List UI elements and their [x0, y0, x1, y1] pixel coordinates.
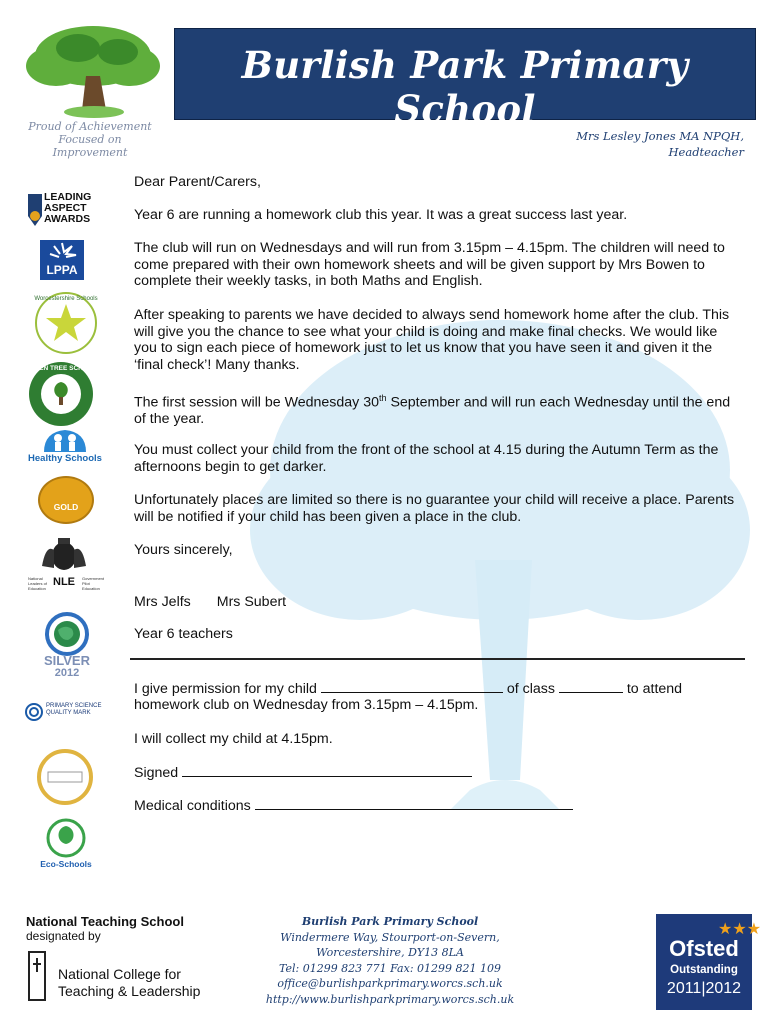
arts-council-badge — [30, 748, 100, 806]
award-shield-icon — [28, 194, 42, 226]
motto-line: Focused on — [58, 133, 122, 146]
permission-line-2: homework club on Wednesday from 3.15pm – 4.15pm. — [134, 697, 479, 713]
child-name-field[interactable] — [321, 680, 503, 693]
headteacher-title: Headteacher — [668, 145, 744, 159]
worcestershire-schools-badge — [26, 290, 106, 356]
class-field[interactable] — [559, 680, 623, 693]
headteacher-block — [450, 128, 744, 160]
letter-paragraph: The club will run on Wednesdays and will run from 3.15pm – 4.15pm. The children will need to come prepared with their own homework sheets and will be given support by Mrs Bowen to complete their weekly tasks, in both Maths and English. — [134, 240, 725, 289]
tear-off-divider — [130, 658, 745, 660]
motto-line: Proud of Achievement — [28, 120, 152, 133]
letter-salutation: Dear Parent/Carers, — [134, 174, 261, 190]
headteacher-quals: MA NPQH, — [679, 129, 744, 143]
signatory-name: Mrs Jelfs — [134, 594, 191, 610]
healthy-schools-people-icon — [28, 426, 102, 454]
royal-crest-icon — [28, 536, 100, 576]
medical-line: Medical conditions — [134, 797, 744, 815]
signatory-name: Mrs Subert — [216, 594, 287, 610]
signature-field[interactable] — [182, 764, 472, 777]
ofsted-stars-icon — [656, 918, 762, 938]
svg-text:★★★: ★★★ — [718, 919, 762, 938]
national-teaching-school-logo: National Teaching School designated by National College for Teaching & Leadership — [26, 914, 226, 944]
letter-paragraph: The first session will be Wednesday 30th September and will run each Wednesday until the end of the year. — [134, 393, 731, 428]
letter-paragraph: After speaking to parents we have decided to always send homework home after the club. This will give you the chance to see what your child is doing and make final checks. We would like you to sign each piece of homework just to let us know that you have seen it and given it the ‘final check’! Many thanks. — [134, 307, 730, 373]
crown-crest-icon — [26, 950, 48, 1002]
leading-aspect-awards-badge: LEADING ASPECT AWARDS — [26, 192, 106, 228]
letter-paragraph: You must collect your child from the front of the school at 4.15 during the Autumn Term as the afternoons begin to get darker. — [134, 442, 719, 475]
collect-statement: I will collect my child at 4.15pm. — [134, 731, 333, 747]
medical-conditions-field[interactable] — [255, 797, 573, 810]
ofsted-outstanding-logo: ★★★ Ofsted Outstanding 2011|2012 — [656, 914, 752, 1010]
arts-council-ring-icon — [30, 748, 100, 806]
permission-line: I give permission for my child of class to attend — [134, 681, 683, 697]
letter-paragraph: Unfortunately places are limited so there is no guarantee your child will receive a place. Parents will be notified if your child has been given a place in the club. — [134, 492, 735, 525]
gold-award-badge: GOLD — [38, 476, 94, 524]
school-motto — [20, 120, 160, 159]
green-tree-school-badge — [26, 360, 96, 428]
school-address: Burlish Park Primary School Windermere Way, Stourport-on-Severn, Worcestershire, DY13 8LA Tel: 01299 823 771 Fax: 01299 821 109 office@burlishparkprimary.worcs.sch.uk http://www.burlishparkprimary.worcs.sch.uk — [240, 914, 540, 1007]
motto-line: Improvement — [52, 146, 128, 159]
school-name-banner — [174, 28, 756, 131]
website-link[interactable]: http://www.burlishparkprimary.worcs.sch.uk — [265, 992, 515, 1006]
headteacher-name: Mrs Lesley Jones — [576, 129, 676, 143]
signature-line: Signed — [134, 764, 744, 782]
letter-paragraph: Year 6 are running a homework club this year. It was a great success last year. — [134, 207, 628, 223]
email-link[interactable]: office@burlishparkprimary.worcs.sch.uk — [277, 977, 503, 990]
signatories — [134, 594, 744, 611]
eco-schools-badge: Eco-Schools — [36, 818, 96, 874]
lppa-sparkle-icon — [40, 240, 84, 262]
nle-badge: National Leaders of Education NLE Government Pilot Education — [28, 536, 100, 606]
school-name-title: Burlish Park Primary School — [241, 43, 689, 131]
globe-icon — [32, 612, 102, 656]
svg-text:GREEN TREE SCHOOL: GREEN TREE SCHOOL — [25, 365, 97, 372]
healthy-schools-badge: Healthy Schools — [28, 426, 102, 466]
science-swirl-icon — [24, 698, 44, 726]
letter-closing: Yours sincerely, — [134, 542, 233, 558]
eco-schools-tree-icon — [36, 818, 96, 858]
svg-text:Worcestershire Schools: Worcestershire Schools — [34, 296, 98, 302]
signatory-role: Year 6 teachers — [134, 626, 233, 642]
lppa-badge: LPPA — [40, 240, 84, 280]
school-tree-logo — [18, 18, 168, 123]
science-quality-mark-badge: PRIMARY SCIENCE QUALITY MARK — [24, 698, 114, 728]
geography-silver-badge: SILVER 2012 — [32, 612, 102, 684]
